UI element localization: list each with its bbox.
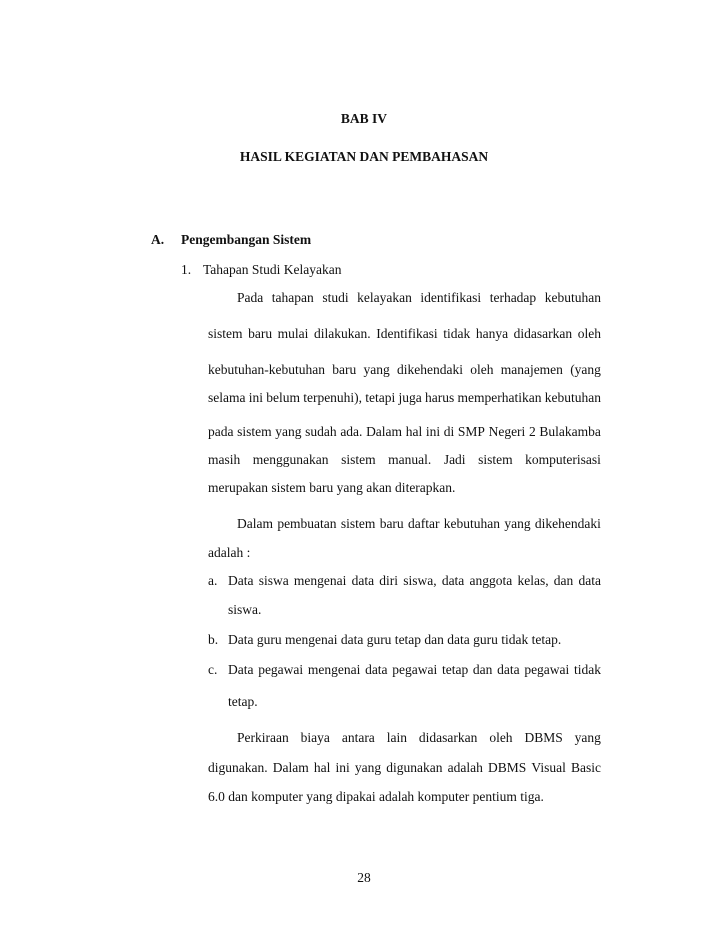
word: adalah xyxy=(447,760,483,775)
word: Data xyxy=(228,662,254,677)
subsection-title: Tahapan Studi Kelayakan xyxy=(203,262,342,277)
word: identifikasi xyxy=(420,290,482,305)
word: tetap xyxy=(441,662,469,677)
chapter-number: BAB IV xyxy=(340,111,388,126)
word: tidak xyxy=(574,662,601,677)
word: ini xyxy=(248,390,263,405)
word: data xyxy=(441,573,465,588)
word: DBMS xyxy=(488,760,527,775)
word: DBMS xyxy=(524,730,563,745)
word: terhadap xyxy=(489,290,537,305)
word: masih xyxy=(208,452,241,467)
word: pegawai xyxy=(524,662,570,677)
chapter-title: HASIL KEGIATAN DAN PEMBAHASAN xyxy=(239,149,489,164)
word: baru xyxy=(332,362,357,377)
word: biaya xyxy=(300,730,330,745)
list-item-text: tetap. xyxy=(228,694,258,709)
word: pembuatan xyxy=(277,516,337,531)
word: tidak xyxy=(443,326,471,341)
word: Visual xyxy=(531,760,566,775)
word: kebutuhan xyxy=(544,390,601,405)
word: di xyxy=(443,424,455,439)
word: Data xyxy=(228,573,254,588)
word: Jadi xyxy=(443,452,466,467)
word: yang xyxy=(363,362,390,377)
word: baru xyxy=(379,516,404,531)
word: oleh xyxy=(470,362,494,377)
word: Dalam xyxy=(272,760,309,775)
word: menggunakan xyxy=(252,452,329,467)
word: dikehendaki xyxy=(396,362,463,377)
word: diri xyxy=(379,573,399,588)
text-line: 6.0 dan komputer yang dipakai adalah komputer pentium tiga. xyxy=(208,789,544,804)
word: manual. xyxy=(388,452,432,467)
text-line: merupakan sistem baru yang akan diterapkan. xyxy=(208,480,456,495)
word: Identifikasi xyxy=(376,326,438,341)
word: didasarkan xyxy=(418,730,478,745)
word: sistem xyxy=(341,452,376,467)
word: siswa xyxy=(258,573,289,588)
word: anggota xyxy=(469,573,513,588)
text-line xyxy=(208,451,601,469)
subsection-marker: 1. xyxy=(181,262,192,277)
word: studi xyxy=(322,290,349,305)
word: sudah xyxy=(305,424,337,439)
word: mulai xyxy=(277,326,309,341)
word: antara xyxy=(341,730,375,745)
word: ada. xyxy=(340,424,363,439)
word: yang xyxy=(354,760,382,775)
section-marker: A. xyxy=(151,232,165,247)
word: selama xyxy=(208,390,246,405)
word: sistem xyxy=(208,326,243,341)
word: digunakan. xyxy=(208,760,268,775)
text-line xyxy=(208,389,601,407)
word: Pada xyxy=(237,290,264,305)
word: oleh xyxy=(577,326,601,341)
word: tahapan xyxy=(271,290,314,305)
word: ini xyxy=(335,760,350,775)
word: sistem xyxy=(340,516,376,531)
word: pada xyxy=(208,424,234,439)
word: yang xyxy=(504,516,531,531)
page-number: 28 xyxy=(357,870,371,885)
word: sistem xyxy=(478,452,513,467)
text-line xyxy=(208,423,601,441)
word: terpenuhi), xyxy=(303,390,363,405)
word: Negeri xyxy=(488,424,526,439)
list-marker: a. xyxy=(208,573,218,588)
word: mengenai xyxy=(293,573,347,588)
word: harus xyxy=(425,390,455,405)
list-marker: c. xyxy=(208,662,218,677)
word: dilakukan. xyxy=(314,326,371,341)
word: lain xyxy=(386,730,407,745)
word: kebutuhan xyxy=(443,516,501,531)
word: baru xyxy=(248,326,273,341)
text-line xyxy=(208,361,601,379)
list-item-text: Data guru mengenai data guru tetap dan data guru tidak tetap. xyxy=(228,632,562,647)
word: Dalam xyxy=(237,516,273,531)
word: kebutuhan-kebutuhan xyxy=(208,362,325,377)
word: kelayakan xyxy=(357,290,412,305)
word: manajemen xyxy=(500,362,563,377)
word: ini xyxy=(425,424,441,439)
word: Bulakamba xyxy=(539,424,601,439)
word: data xyxy=(351,573,375,588)
word: Dalam xyxy=(366,424,403,439)
word: belum xyxy=(266,390,300,405)
word: data xyxy=(497,662,520,677)
word: dan xyxy=(553,573,574,588)
list-marker: b. xyxy=(208,632,219,647)
text-line xyxy=(237,289,601,307)
word: kelas, xyxy=(517,573,549,588)
text-line xyxy=(237,729,601,747)
word: juga xyxy=(398,390,422,405)
list-item-text xyxy=(228,572,601,590)
word: SMP xyxy=(457,424,485,439)
word: memperhatikan xyxy=(457,390,542,405)
word: yang xyxy=(275,424,302,439)
word: digunakan xyxy=(386,760,443,775)
word: hal xyxy=(405,424,423,439)
word: data xyxy=(578,573,601,588)
word: oleh xyxy=(489,730,513,745)
word: pegawai xyxy=(392,662,438,677)
section-title: Pengembangan Sistem xyxy=(181,232,312,247)
list-item-text xyxy=(228,661,601,679)
text-line xyxy=(208,325,601,343)
word: sistem xyxy=(237,424,272,439)
word: 2 xyxy=(528,424,536,439)
text-line: adalah : xyxy=(208,545,251,560)
word: yang xyxy=(574,730,601,745)
word: dan xyxy=(472,662,493,677)
word: Perkiraan xyxy=(237,730,289,745)
word: Basic xyxy=(570,760,601,775)
word: tetapi xyxy=(365,390,396,405)
word: komputerisasi xyxy=(525,452,601,467)
word: mengenai xyxy=(307,662,361,677)
text-line xyxy=(237,515,601,533)
text-line xyxy=(208,759,601,777)
word: daftar xyxy=(408,516,440,531)
word: data xyxy=(365,662,388,677)
word: hal xyxy=(313,760,331,775)
word: didasarkan xyxy=(513,326,573,341)
word: hanya xyxy=(475,326,509,341)
word: dikehendaki xyxy=(534,516,601,531)
word: siswa, xyxy=(403,573,437,588)
word: (yang xyxy=(570,362,601,377)
list-item-text: siswa. xyxy=(228,602,262,617)
word: pegawai xyxy=(258,662,304,677)
word: kebutuhan xyxy=(544,290,601,305)
